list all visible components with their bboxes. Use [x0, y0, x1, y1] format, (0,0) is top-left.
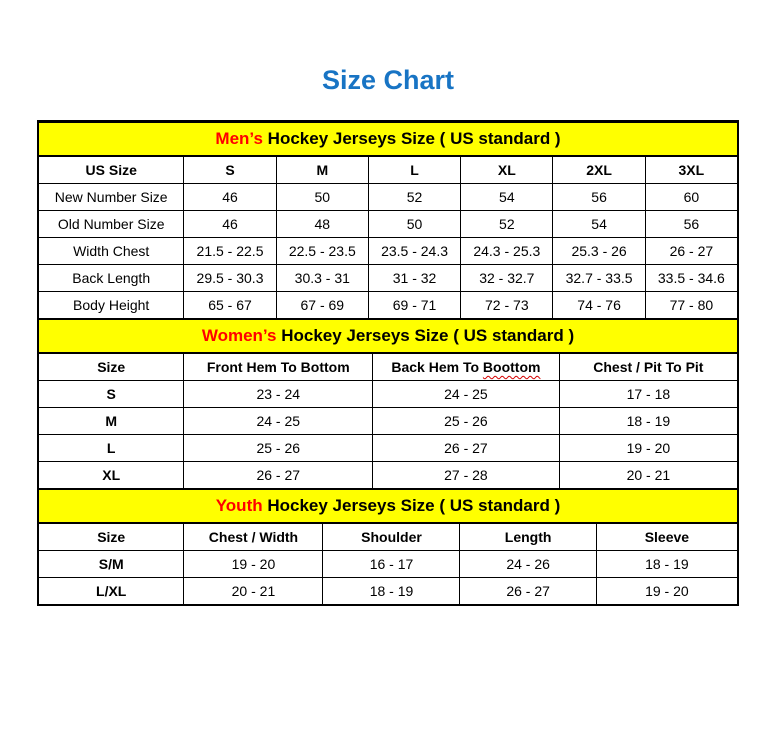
- table-cell: 27 - 28: [373, 461, 560, 488]
- column-header: S: [184, 156, 276, 184]
- column-header: M: [276, 156, 368, 184]
- column-header: Length: [460, 523, 596, 551]
- table-cell: 19 - 20: [559, 434, 737, 461]
- column-header: Back Hem To Boottom: [373, 353, 560, 381]
- column-header: Front Hem To Bottom: [184, 353, 373, 381]
- table-cell: 77 - 80: [645, 291, 737, 318]
- table-cell: 50: [368, 210, 460, 237]
- youth-size-table: [38, 488, 738, 605]
- table-cell: 20 - 21: [559, 461, 737, 488]
- table-cell: 67 - 69: [276, 291, 368, 318]
- youth-title-highlight: Youth: [215, 495, 263, 515]
- mens-size-table: [38, 121, 738, 319]
- table-cell: 26 - 27: [460, 577, 596, 604]
- row-label: L/XL: [39, 577, 184, 604]
- column-header: Chest / Pit To Pit: [559, 353, 737, 381]
- table-cell: 56: [645, 210, 737, 237]
- table-cell: 26 - 27: [373, 434, 560, 461]
- table-cell: 22.5 - 23.5: [276, 237, 368, 264]
- table-cell: 52: [368, 183, 460, 210]
- table-row: [39, 550, 738, 577]
- column-header: Sleeve: [596, 523, 737, 551]
- womens-table-body: [39, 380, 738, 488]
- table-row: [39, 407, 738, 434]
- table-cell: 52: [461, 210, 553, 237]
- womens-column-header-row: [39, 353, 738, 381]
- row-label: M: [39, 407, 184, 434]
- column-header: Shoulder: [323, 523, 460, 551]
- mens-table-title: [39, 122, 738, 156]
- mens-table-title-row: [39, 122, 738, 156]
- table-row: [39, 264, 738, 291]
- womens-title-highlight: Women’s: [201, 325, 277, 345]
- row-label: Old Number Size: [39, 210, 184, 237]
- table-cell: 19 - 20: [184, 550, 323, 577]
- mens-column-header-row: [39, 156, 738, 184]
- table-cell: 16 - 17: [323, 550, 460, 577]
- table-cell: 48: [276, 210, 368, 237]
- row-label: XL: [39, 461, 184, 488]
- womens-table-title-row: [39, 319, 738, 353]
- row-label: Back Length: [39, 264, 184, 291]
- table-cell: 29.5 - 30.3: [184, 264, 276, 291]
- misspelled-word: Boottom: [482, 358, 541, 375]
- youth-table-title: [39, 489, 738, 523]
- row-label: Body Height: [39, 291, 184, 318]
- table-cell: 31 - 32: [368, 264, 460, 291]
- youth-title-rest: Hockey Jerseys Size ( US standard ): [262, 495, 561, 515]
- table-cell: 54: [553, 210, 645, 237]
- table-cell: 72 - 73: [461, 291, 553, 318]
- row-label: S: [39, 380, 184, 407]
- table-cell: 26 - 27: [645, 237, 737, 264]
- column-header: Size: [39, 523, 184, 551]
- table-row: [39, 183, 738, 210]
- table-row: [39, 210, 738, 237]
- table-cell: 25 - 26: [373, 407, 560, 434]
- youth-column-header-row: [39, 523, 738, 551]
- table-cell: 24 - 25: [184, 407, 373, 434]
- table-cell: 21.5 - 22.5: [184, 237, 276, 264]
- column-header: L: [368, 156, 460, 184]
- youth-table-body: [39, 550, 738, 604]
- table-cell: 33.5 - 34.6: [645, 264, 737, 291]
- table-cell: 26 - 27: [184, 461, 373, 488]
- table-cell: 46: [184, 210, 276, 237]
- column-header: 3XL: [645, 156, 737, 184]
- table-cell: 54: [461, 183, 553, 210]
- table-cell: 24 - 26: [460, 550, 596, 577]
- womens-table-title: [39, 319, 738, 353]
- table-row: [39, 434, 738, 461]
- column-header: Chest / Width: [184, 523, 323, 551]
- mens-title-rest: Hockey Jerseys Size ( US standard ): [262, 128, 561, 148]
- table-cell: 74 - 76: [553, 291, 645, 318]
- table-cell: 18 - 19: [559, 407, 737, 434]
- table-cell: 23 - 24: [184, 380, 373, 407]
- table-cell: 24.3 - 25.3: [461, 237, 553, 264]
- table-cell: 60: [645, 183, 737, 210]
- table-cell: 17 - 18: [559, 380, 737, 407]
- table-cell: 50: [276, 183, 368, 210]
- table-row: [39, 291, 738, 318]
- table-cell: 32 - 32.7: [461, 264, 553, 291]
- column-header: US Size: [39, 156, 184, 184]
- table-row: [39, 237, 738, 264]
- table-cell: 30.3 - 31: [276, 264, 368, 291]
- page: [0, 64, 776, 756]
- column-header: 2XL: [553, 156, 645, 184]
- table-cell: 24 - 25: [373, 380, 560, 407]
- womens-title-rest: Hockey Jerseys Size ( US standard ): [276, 325, 575, 345]
- table-cell: 69 - 71: [368, 291, 460, 318]
- youth-table-title-row: [39, 489, 738, 523]
- column-header: Size: [39, 353, 184, 381]
- table-cell: 23.5 - 24.3: [368, 237, 460, 264]
- row-label: New Number Size: [39, 183, 184, 210]
- size-chart-container: [37, 120, 739, 606]
- table-cell: 18 - 19: [596, 550, 737, 577]
- mens-table-body: [39, 183, 738, 318]
- table-cell: 65 - 67: [184, 291, 276, 318]
- page-title: Size Chart: [321, 65, 455, 95]
- table-cell: 25 - 26: [184, 434, 373, 461]
- table-cell: 56: [553, 183, 645, 210]
- row-label: Width Chest: [39, 237, 184, 264]
- table-row: [39, 380, 738, 407]
- table-row: [39, 577, 738, 604]
- table-cell: 20 - 21: [184, 577, 323, 604]
- mens-title-highlight: Men’s: [215, 128, 263, 148]
- table-cell: 18 - 19: [323, 577, 460, 604]
- table-cell: 32.7 - 33.5: [553, 264, 645, 291]
- womens-size-table: [38, 318, 738, 489]
- row-label: S/M: [39, 550, 184, 577]
- table-cell: 19 - 20: [596, 577, 737, 604]
- table-row: [39, 461, 738, 488]
- table-cell: 25.3 - 26: [553, 237, 645, 264]
- row-label: L: [39, 434, 184, 461]
- table-cell: 46: [184, 183, 276, 210]
- column-header: XL: [461, 156, 553, 184]
